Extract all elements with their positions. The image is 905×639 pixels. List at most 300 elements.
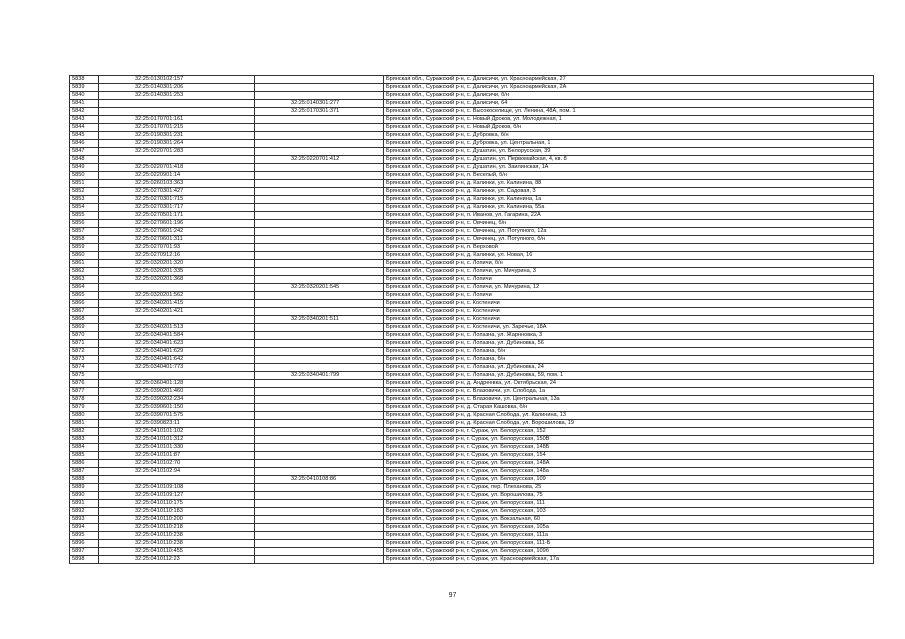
table-row [70,420,874,428]
table-row [70,436,874,444]
cadastral-number-cell: 32:25:0320201:562 [99,292,255,300]
address-cell: Брянская обл., Суражский р-н, с. Лопазна, ул. Дубиновка, 59, пом. 1 [384,372,874,380]
cadastral-number-cell: 32:25:0270501:171 [99,212,255,220]
row-number-cell: 5889 [70,484,99,492]
object-cadastral-number-cell [255,332,384,340]
cadastral-number-cell: 32:25:0270301:717 [99,204,255,212]
table-row [70,244,874,252]
object-cadastral-number-cell [255,516,384,524]
table-row [70,388,874,396]
address-cell: Брянская обл., Суражский р-н, г. Сураж, ул. Белорусская, 152 [384,428,874,436]
address-cell: Брянская обл., Суражский р-н, г. Сураж, ул. Белорусская, 154 [384,452,874,460]
address-cell: Брянская обл., Суражский р-н, с. Новый Дроков, ул. Молодежная, 1 [384,116,874,124]
object-cadastral-number-cell [255,164,384,172]
object-cadastral-number-cell: 32:25:0220701:412 [255,156,384,164]
table-row [70,412,874,420]
cadastral-number-cell: 32:25:0410110:238 [99,540,255,548]
object-cadastral-number-cell [255,260,384,268]
object-cadastral-number-cell [255,180,384,188]
object-cadastral-number-cell [255,540,384,548]
row-number-cell: 5849 [70,164,99,172]
row-number-cell: 5881 [70,420,99,428]
object-cadastral-number-cell [255,484,384,492]
table-row [70,340,874,348]
row-number-cell: 5875 [70,372,99,380]
address-cell: Брянская обл., Суражский р-н, д. Андреевка, ул. Октябрьская, 24 [384,380,874,388]
table-row [70,76,874,84]
cadastral-number-cell: 32:25:0410109:108 [99,484,255,492]
cadastral-number-cell: 32:25:0340401:629 [99,348,255,356]
row-number-cell: 5846 [70,140,99,148]
object-cadastral-number-cell [255,412,384,420]
cadastral-number-cell: 32:25:0390701:575 [99,412,255,420]
row-number-cell: 5895 [70,532,99,540]
table-row [70,236,874,244]
address-cell: Брянская обл., Суражский р-н, г. Сураж, ул. Вокзальная, 60 [384,516,874,524]
cadastral-number-cell: 32:25:0410101:87 [99,452,255,460]
cadastral-number-cell: 32:25:0270601:311 [99,236,255,244]
cadastral-number-cell: 32:25:0410112:23 [99,556,255,564]
table-row [70,228,874,236]
address-cell: Брянская обл., Суражский р-н, с. Лопичи [384,276,874,284]
row-number-cell: 5851 [70,180,99,188]
table-row [70,188,874,196]
table-row [70,220,874,228]
address-cell: Брянская обл., Суражский р-н, д. Старая Кашовка, б/н [384,404,874,412]
row-number-cell: 5852 [70,188,99,196]
table-row [70,316,874,324]
object-cadastral-number-cell [255,116,384,124]
cadastral-number-cell: 32:25:0410109:127 [99,492,255,500]
address-cell: Брянская обл., Суражский р-н, с. Душатин, ул. Заилинская, 1А [384,164,874,172]
row-number-cell: 5870 [70,332,99,340]
object-cadastral-number-cell: 32:25:0340401:799 [255,372,384,380]
table-row [70,460,874,468]
address-cell: Брянская обл., Суражский р-н, г. Сураж, ул. Белорусская, 150В [384,436,874,444]
address-cell: Брянская обл., Суражский р-н, д. Калинки, ул. Калинина, 1а [384,196,874,204]
row-number-cell: 5855 [70,212,99,220]
address-cell: Брянская обл., Суражский р-н, д. Калинки, ул. Калинина, 88 [384,180,874,188]
table-row [70,116,874,124]
object-cadastral-number-cell [255,244,384,252]
address-cell: Брянская обл., Суражский р-н, с. Душатин, ул. Первомайская, 4, кв. 8 [384,156,874,164]
cadastral-number-cell: 32:25:0320201:368 [99,276,255,284]
object-cadastral-number-cell [255,292,384,300]
cadastral-number-cell [99,372,255,380]
table-row [70,548,874,556]
row-number-cell: 5897 [70,548,99,556]
row-number-cell: 5839 [70,84,99,92]
row-number-cell: 5863 [70,276,99,284]
cadastral-number-cell: 32:25:0260103:363 [99,180,255,188]
row-number-cell: 5891 [70,500,99,508]
address-cell: Брянская обл., Суражский р-н, с. Костеничи [384,316,874,324]
cadastral-number-cell: 32:25:0390601:150 [99,404,255,412]
row-number-cell: 5877 [70,388,99,396]
address-cell: Брянская обл., Суражский р-н, с. Влазовичи, ул. Центральная, 13а [384,396,874,404]
address-cell: Брянская обл., Суражский р-н, д. Калинки, ул. Садовая, 3 [384,188,874,196]
cadastral-number-cell: 32:25:0170701:161 [99,116,255,124]
address-cell: Брянская обл., Суражский р-н, г. Сураж, ул. Белорусская, 109 [384,476,874,484]
table-row [70,100,874,108]
cadastral-number-cell: 32:25:0270701:93 [99,244,255,252]
table-row [70,164,874,172]
object-cadastral-number-cell [255,172,384,180]
row-number-cell: 5847 [70,148,99,156]
table-row [70,140,874,148]
object-cadastral-number-cell [255,324,384,332]
row-number-cell: 5854 [70,204,99,212]
address-cell: Брянская обл., Суражский р-н, с. Влазовичи, ул. Слобода, 1а [384,388,874,396]
cadastral-number-cell: 32:25:0320201:335 [99,268,255,276]
object-cadastral-number-cell [255,140,384,148]
table-row [70,500,874,508]
object-cadastral-number-cell [255,92,384,100]
table-row [70,516,874,524]
object-cadastral-number-cell [255,404,384,412]
row-number-cell: 5871 [70,340,99,348]
row-number-cell: 5887 [70,468,99,476]
table-row [70,404,874,412]
table-row [70,252,874,260]
cadastral-number-cell: 32:25:0410101:312 [99,436,255,444]
address-cell: Брянская обл., Суражский р-н, г. Сураж, ул. Белорусская, 103 [384,508,874,516]
address-cell: Брянская обл., Суражский р-н, с. Лопичи, ул. Мичурина, 3 [384,268,874,276]
address-cell: Брянская обл., Суражский р-н, с. Высокоселище, ул. Ленина, 48А, пом. 1 [384,108,874,116]
table-row [70,292,874,300]
cadastral-number-cell [99,284,255,292]
address-cell: Брянская обл., Суражский р-н, с. Душатин, ул. Белорусская, 39 [384,148,874,156]
address-cell: Брянская обл., Суражский р-н, с. Далисичи, ул. Красноармейская, 27 [384,76,874,84]
table-row [70,524,874,532]
object-cadastral-number-cell [255,396,384,404]
row-number-cell: 5848 [70,156,99,164]
table-row [70,172,874,180]
address-cell: Брянская обл., Суражский р-н, с. Лопичи [384,292,874,300]
row-number-cell: 5898 [70,556,99,564]
table-row [70,324,874,332]
object-cadastral-number-cell [255,196,384,204]
cadastral-number-cell: 32:25:0390202:234 [99,396,255,404]
cadastral-number-cell: 32:25:0340401:584 [99,332,255,340]
cadastral-number-cell: 32:25:0140301:253 [99,92,255,100]
object-cadastral-number-cell [255,436,384,444]
object-cadastral-number-cell [255,444,384,452]
row-number-cell: 5868 [70,316,99,324]
object-cadastral-number-cell [255,124,384,132]
row-number-cell: 5893 [70,516,99,524]
cadastral-number-cell [99,108,255,116]
object-cadastral-number-cell [255,276,384,284]
address-cell: Брянская обл., Суражский р-н, г. Сураж, ул. Белорусская, 105а [384,524,874,532]
table-row [70,540,874,548]
row-number-cell: 5840 [70,92,99,100]
row-number-cell: 5885 [70,452,99,460]
property-register-table [69,75,874,564]
table-row [70,132,874,140]
table-row [70,212,874,220]
row-number-cell: 5879 [70,404,99,412]
address-cell: Брянская обл., Суражский р-н, с. Далисичи, ул. Красноармейская, 2А [384,84,874,92]
object-cadastral-number-cell [255,132,384,140]
address-cell: Брянская обл., Суражский р-н, г. Сураж, ул. Белорусская, 109б [384,548,874,556]
table-row [70,348,874,356]
row-number-cell: 5841 [70,100,99,108]
cadastral-number-cell: 32:25:0190301:231 [99,132,255,140]
object-cadastral-number-cell [255,428,384,436]
row-number-cell: 5873 [70,356,99,364]
object-cadastral-number-cell [255,532,384,540]
address-cell: Брянская обл., Суражский р-н, г. Сураж, ул. Белорусская, 111 [384,500,874,508]
cadastral-number-cell: 32:25:0190301:264 [99,140,255,148]
address-cell: Брянская обл., Суражский р-н, с. Лопичи, б/н [384,260,874,268]
cadastral-number-cell: 32:25:0270301:427 [99,188,255,196]
object-cadastral-number-cell [255,468,384,476]
cadastral-number-cell [99,100,255,108]
object-cadastral-number-cell [255,228,384,236]
cadastral-number-cell: 32:25:0340201:415 [99,300,255,308]
row-number-cell: 5894 [70,524,99,532]
address-cell: Брянская обл., Суражский р-н, с. Костеничи [384,308,874,316]
object-cadastral-number-cell: 32:25:0140301:277 [255,100,384,108]
object-cadastral-number-cell: 32:25:0410108:86 [255,476,384,484]
cadastral-number-cell: 32:25:0340401:773 [99,364,255,372]
cadastral-number-cell: 32:25:0270912:16 [99,252,255,260]
address-cell: Брянская обл., Суражский р-н, с. Новый Дроков, б/н [384,124,874,132]
cadastral-number-cell: 32:25:0340401:623 [99,340,255,348]
address-cell: Брянская обл., Суражский р-н, с. Лопазна, б/н [384,348,874,356]
object-cadastral-number-cell [255,452,384,460]
table-row [70,428,874,436]
cadastral-number-cell: 32:25:0140301:206 [99,84,255,92]
table-row [70,492,874,500]
row-number-cell: 5869 [70,324,99,332]
row-number-cell: 5853 [70,196,99,204]
row-number-cell: 5864 [70,284,99,292]
row-number-cell: 5838 [70,76,99,84]
cadastral-number-cell: 32:25:0360401:128 [99,380,255,388]
table-row [70,484,874,492]
row-number-cell: 5878 [70,396,99,404]
address-cell: Брянская обл., Суражский р-н, д. Калинки, ул. Новая, 16 [384,252,874,260]
object-cadastral-number-cell [255,76,384,84]
address-cell: Брянская обл., Суражский р-н, с. Дубровка, ул. Центральная, 1 [384,140,874,148]
address-cell: Брянская обл., Суражский р-н, с. Лопазна, б/н [384,356,874,364]
address-cell: Брянская обл., Суражский р-н, д. Красная Слобода, ул. Калинина, 13 [384,412,874,420]
address-cell: Брянская обл., Суражский р-н, г. Сураж, ул. Ворошилова, 75 [384,492,874,500]
cadastral-number-cell: 32:25:0340401:642 [99,356,255,364]
row-number-cell: 5882 [70,428,99,436]
table-row [70,180,874,188]
row-number-cell: 5884 [70,444,99,452]
table-row [70,452,874,460]
row-number-cell: 5856 [70,220,99,228]
object-cadastral-number-cell [255,84,384,92]
table-row [70,356,874,364]
address-cell: Брянская обл., Суражский р-н, г. Сураж, ул. Белорусская, 148а [384,468,874,476]
object-cadastral-number-cell: 32:25:0320201:545 [255,284,384,292]
address-cell: Брянская обл., Суражский р-н, г. Сураж, ул. Красноармейская, 17а [384,556,874,564]
table-row [70,476,874,484]
cadastral-number-cell: 32:25:0270601:242 [99,228,255,236]
address-cell: Брянская обл., Суражский р-н, с. Дубровка, б/н [384,132,874,140]
cadastral-number-cell: 32:25:0410101:102 [99,428,255,436]
cadastral-number-cell: 32:25:0390201:460 [99,388,255,396]
address-cell: Брянская обл., Суражский р-н, с. Овчинец, б/н [384,220,874,228]
table-row [70,276,874,284]
row-number-cell: 5880 [70,412,99,420]
address-cell: Брянская обл., Суражский р-н, г. Сураж, пер. Плеханова, 25 [384,484,874,492]
cadastral-number-cell: 32:25:0130102:157 [99,76,255,84]
object-cadastral-number-cell [255,252,384,260]
row-number-cell: 5859 [70,244,99,252]
object-cadastral-number-cell [255,524,384,532]
row-number-cell: 5883 [70,436,99,444]
address-cell: Брянская обл., Суражский р-н, с. Лопазна, ул. Дубиновка, 24 [384,364,874,372]
object-cadastral-number-cell [255,508,384,516]
table-row [70,92,874,100]
row-number-cell: 5892 [70,508,99,516]
object-cadastral-number-cell [255,356,384,364]
table-row [70,308,874,316]
table-row [70,124,874,132]
table-row [70,396,874,404]
address-cell: Брянская обл., Суражский р-н, д. Красная Слобода, ул. Ворошилова, 19 [384,420,874,428]
row-number-cell: 5843 [70,116,99,124]
cadastral-number-cell: 32:25:0410101:330 [99,444,255,452]
address-cell: Брянская обл., Суражский р-н, г. Сураж, ул. Белорусская, 111а [384,532,874,540]
address-cell: Брянская обл., Суражский р-н, п. Веселый, б/н [384,172,874,180]
table-row [70,372,874,380]
cadastral-number-cell: 32:25:0270601:196 [99,220,255,228]
address-cell: Брянская обл., Суражский р-н, с. Костеничи [384,300,874,308]
object-cadastral-number-cell [255,388,384,396]
row-number-cell: 5867 [70,308,99,316]
row-number-cell: 5865 [70,292,99,300]
address-cell: Брянская обл., Суражский р-н, с. Лопазна, ул. Жарнновка, 3 [384,332,874,340]
cadastral-number-cell: 32:25:0220901:14 [99,172,255,180]
object-cadastral-number-cell [255,220,384,228]
object-cadastral-number-cell [255,300,384,308]
table-row [70,108,874,116]
object-cadastral-number-cell [255,148,384,156]
cadastral-number-cell: 32:25:0220701:283 [99,148,255,156]
cadastral-number-cell: 32:25:0320201:320 [99,260,255,268]
row-number-cell: 5858 [70,236,99,244]
table-row [70,556,874,564]
table-row [70,300,874,308]
object-cadastral-number-cell [255,500,384,508]
row-number-cell: 5850 [70,172,99,180]
object-cadastral-number-cell [255,364,384,372]
cadastral-number-cell: 32:25:0410102:70 [99,460,255,468]
cadastral-number-cell: 32:25:0220701:418 [99,164,255,172]
table-row [70,332,874,340]
address-cell: Брянская обл., Суражский р-н, с. Далисичи, б/н [384,92,874,100]
table-row [70,508,874,516]
table-row [70,380,874,388]
table-row [70,156,874,164]
table-row [70,260,874,268]
address-cell: Брянская обл., Суражский р-н, г. Сураж, ул. Белорусская, 148Б [384,444,874,452]
table-row [70,196,874,204]
row-number-cell: 5862 [70,268,99,276]
row-number-cell: 5876 [70,380,99,388]
object-cadastral-number-cell [255,492,384,500]
row-number-cell: 5845 [70,132,99,140]
object-cadastral-number-cell [255,268,384,276]
cadastral-number-cell [99,476,255,484]
object-cadastral-number-cell [255,204,384,212]
cadastral-number-cell: 32:25:0340201:513 [99,324,255,332]
cadastral-number-cell: 32:25:0270301:715 [99,196,255,204]
object-cadastral-number-cell [255,340,384,348]
address-cell: Брянская обл., Суражский р-н, п. Иванов, ул. Гагарина, 22А [384,212,874,220]
address-cell: Брянская обл., Суражский р-н, д. Калинки, ул. Калинина, 55а [384,204,874,212]
row-number-cell: 5886 [70,460,99,468]
address-cell: Брянская обл., Суражский р-н, с. Лопазна, ул. Дубиновка, 56 [384,340,874,348]
row-number-cell: 5857 [70,228,99,236]
table-row [70,468,874,476]
row-number-cell: 5888 [70,476,99,484]
object-cadastral-number-cell [255,348,384,356]
object-cadastral-number-cell [255,420,384,428]
cadastral-number-cell: 32:25:0410110:183 [99,508,255,516]
address-cell: Брянская обл., Суражский р-н, г. Сураж, ул. Белорусская, 148А [384,460,874,468]
row-number-cell: 5896 [70,540,99,548]
register-table-body [70,76,874,564]
address-cell: Брянская обл., Суражский р-н, г. Сураж, ул. Белорусская, 111-Б [384,540,874,548]
table-row [70,84,874,92]
cadastral-number-cell: 32:25:0170701:215 [99,124,255,132]
row-number-cell: 5860 [70,252,99,260]
table-row [70,444,874,452]
object-cadastral-number-cell: 32:25:0170301:371 [255,108,384,116]
cadastral-number-cell [99,316,255,324]
cadastral-number-cell [99,156,255,164]
object-cadastral-number-cell [255,556,384,564]
cadastral-number-cell: 32:25:0410110:218 [99,524,255,532]
cadastral-number-cell: 32:25:0390823:11 [99,420,255,428]
address-cell: Брянская обл., Суражский р-н, с. Овчинец, ул. Потупного, 12а [384,228,874,236]
row-number-cell: 5844 [70,124,99,132]
row-number-cell: 5874 [70,364,99,372]
cadastral-number-cell: 32:25:0410110:200 [99,516,255,524]
address-cell: Брянская обл., Суражский р-н, п. Верховой [384,244,874,252]
object-cadastral-number-cell [255,548,384,556]
row-number-cell: 5866 [70,300,99,308]
object-cadastral-number-cell [255,188,384,196]
table-row [70,532,874,540]
object-cadastral-number-cell [255,308,384,316]
row-number-cell: 5842 [70,108,99,116]
row-number-cell: 5890 [70,492,99,500]
table-row [70,364,874,372]
address-cell: Брянская обл., Суражский р-н, с. Далисичи, 64 [384,100,874,108]
cadastral-number-cell: 32:25:0410110:455 [99,548,255,556]
cadastral-number-cell: 32:25:0410102:94 [99,468,255,476]
cadastral-number-cell: 32:25:0410110:175 [99,500,255,508]
table-row [70,284,874,292]
address-cell: Брянская обл., Суражский р-н, с. Костеничи, ул. Заречье, 18А [384,324,874,332]
row-number-cell: 5861 [70,260,99,268]
object-cadastral-number-cell [255,212,384,220]
address-cell: Брянская обл., Суражский р-н, с. Овчинец, ул. Потупного, б/н [384,236,874,244]
table-row [70,148,874,156]
object-cadastral-number-cell [255,380,384,388]
cadastral-number-cell: 32:25:0340201:421 [99,308,255,316]
row-number-cell: 5872 [70,348,99,356]
